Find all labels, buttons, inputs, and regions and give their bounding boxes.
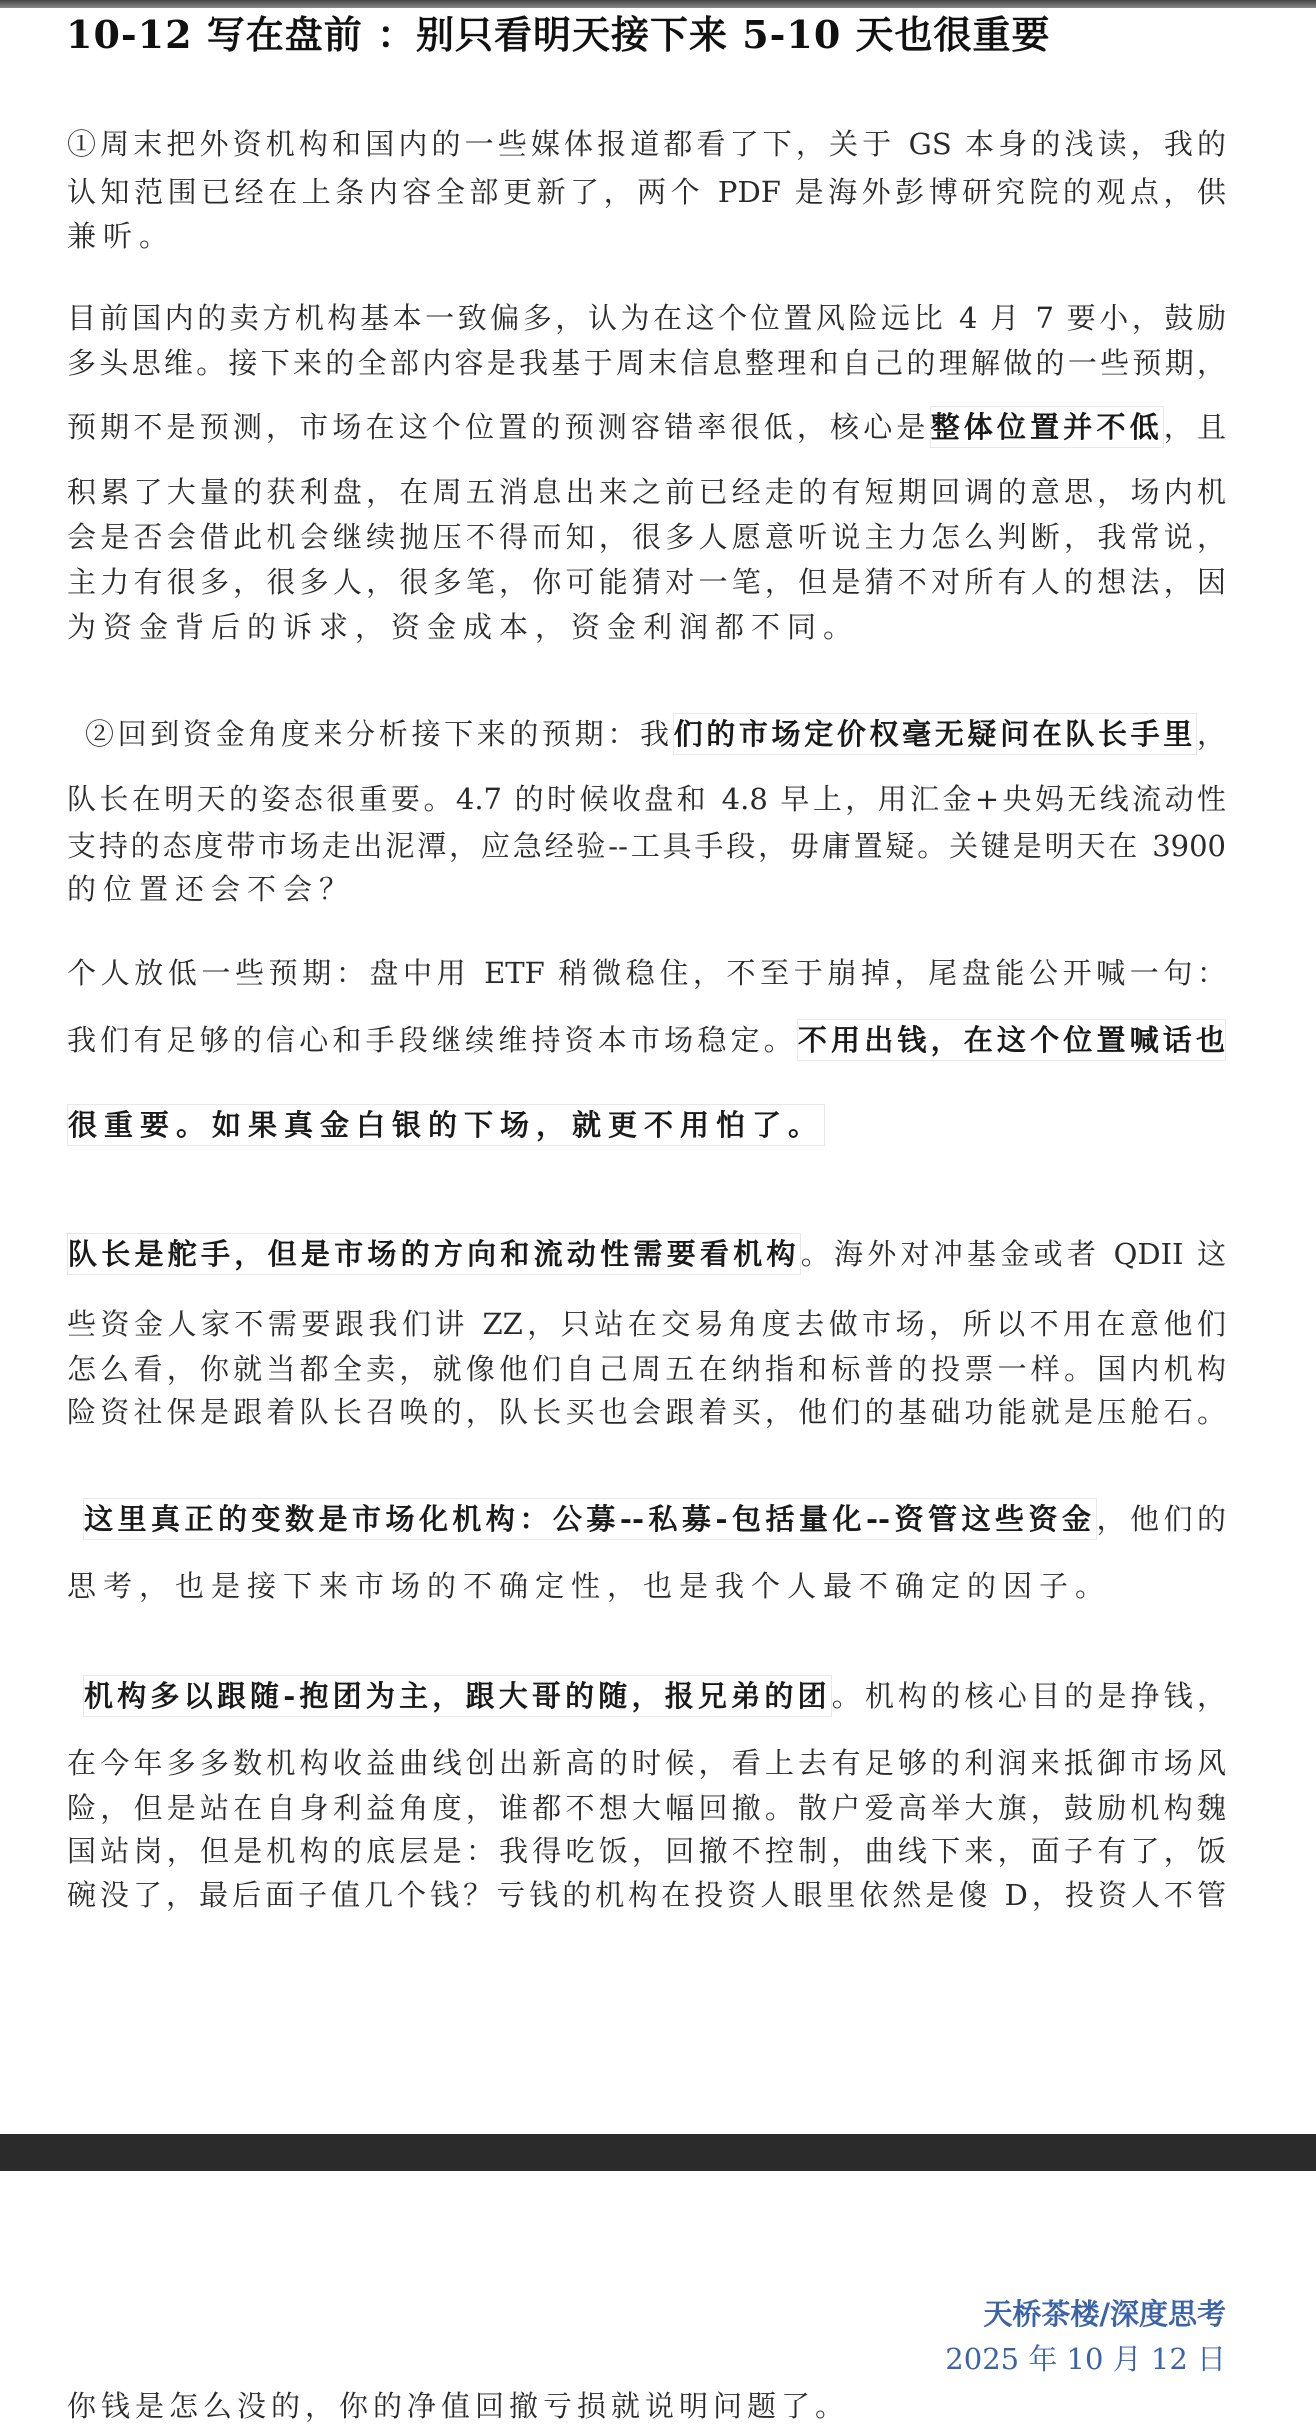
text-segment: 些资金人家不需要跟我们讲 ZZ，只站在交易角度去做市场，所以不用在意他们 [67, 1307, 1226, 1341]
article-title: 10-12 写在盘前 ：别只看明天接下来 5-10 天也很重要 [66, 12, 1051, 57]
text-segment: 队长在明天的姿态很重要。4.7 的时候收盘和 4.8 早上，用汇金+央妈无线流动性 [67, 782, 1226, 816]
text-line [67, 1787, 1226, 1829]
text-segment: ， [1196, 717, 1226, 751]
text-line [67, 471, 1226, 513]
text-line [83, 1675, 1226, 1717]
text-segment: 个人放低一些预期：盘中用 ETF 稍微稳住，不至于崩掉，尾盘能公开喊一句： [67, 956, 1226, 990]
text-line [67, 825, 1226, 867]
highlighted-text: 队长是舵手，但是市场的方向和流动性需要看机构 [67, 1233, 801, 1275]
text-line [85, 713, 1226, 755]
divider-band [0, 2134, 1316, 2171]
highlighted-text: 不用出钱，在这个位置喊话也 [797, 1019, 1226, 1061]
text-line [67, 1019, 1226, 1061]
text-segment: 支持的态度带市场走出泥潭，应急经验--工具手段，毋庸置疑。关键是明天在 3900 [67, 829, 1226, 863]
text-segment: 国站岗，但是机构的底层是：我得吃饭，回撤不控制，曲线下来，面子有了，饭 [67, 1834, 1226, 1868]
text-segment: 为资金背后的诉求，资金成本，资金利润都不同。 [67, 610, 860, 644]
text-line [67, 1104, 1226, 1146]
text-segment: 怎么看，你就当都全卖，就像他们自己周五在纳指和标普的投票一样。国内机构 [67, 1352, 1226, 1386]
text-segment: 多头思维。接下来的全部内容是我基于周末信息整理和自己的理解做的一些预期， [67, 346, 1226, 380]
text-segment: 会是否会借此机会继续抛压不得而知，很多人愿意听说主力怎么判断，我常说， [67, 520, 1226, 554]
text-line [67, 1348, 1226, 1390]
text-segment: 预期不是预测，市场在这个位置的预测容错率很低，核心是 [67, 410, 930, 444]
signature-date: 2025 年 10 月 12 日 [945, 2342, 1226, 2376]
text-line [67, 1565, 1226, 1607]
text-segment: ②回到资金角度来分析接下来的预期：我 [85, 717, 673, 751]
text-segment: 我们有足够的信心和手段继续维持资本市场稳定。 [67, 1023, 797, 1057]
closing-line: 你钱是怎么没的，你的净值回撤亏损就说明问题了。 [67, 2389, 850, 2423]
highlighted-text: 很重要。如果真金白银的下场，就更不用怕了。 [67, 1104, 825, 1146]
text-line [67, 561, 1226, 603]
text-line [67, 215, 1226, 257]
text-line [67, 1830, 1226, 1872]
text-line [67, 297, 1226, 339]
text-segment: 主力有很多，很多人，很多笔，你可能猜对一笔，但是猜不对所有人的想法，因 [67, 565, 1226, 599]
text-segment: 的位置还会不会？ [67, 872, 356, 906]
text-line [67, 1233, 1226, 1275]
text-line [67, 1303, 1226, 1345]
text-segment: 险，但是站在自身利益角度，谁都不想大幅回撤。散户爱高举大旗，鼓励机构魏 [67, 1791, 1226, 1825]
text-segment: 险资社保是跟着队长召唤的，队长买也会跟着买，他们的基础功能就是压舱石。 [67, 1395, 1226, 1429]
text-segment: 碗没了，最后面子值几个钱？亏钱的机构在投资人眼里依然是傻 D，投资人不管 [67, 1878, 1226, 1912]
text-segment: 认知范围已经在上条内容全部更新了，两个 PDF 是海外彭博研究院的观点，供 [67, 175, 1226, 209]
text-line [67, 516, 1226, 558]
highlighted-text: 整体位置并不低 [930, 406, 1164, 448]
signature-author: 天桥茶楼/深度思考 [983, 2297, 1226, 2331]
text-segment: 。海外对冲基金或者 QDII 这 [800, 1237, 1226, 1271]
text-segment: ，且 [1163, 410, 1226, 444]
text-line [67, 778, 1226, 820]
text-line [67, 171, 1226, 213]
text-segment: 在今年多多数机构收益曲线创出新高的时候，看上去有足够的利润来抵御市场风 [67, 1746, 1226, 1780]
text-segment: 目前国内的卖方机构基本一致偏多，认为在这个位置风险远比 4 月 7 要小，鼓励 [67, 301, 1226, 335]
text-line [83, 1498, 1226, 1540]
text-line [67, 342, 1226, 384]
text-line [67, 123, 1226, 165]
text-line [67, 1742, 1226, 1784]
highlighted-text: 这里真正的变数是市场化机构：公募--私募-包括量化--资管这些资金 [83, 1498, 1097, 1540]
text-segment: 积累了大量的获利盘，在周五消息出来之前已经走的有短期回调的意思，场内机 [67, 475, 1226, 509]
top-edge-bar [0, 0, 1316, 8]
text-line [67, 606, 1226, 648]
text-line [67, 952, 1226, 994]
text-line [67, 1874, 1226, 1916]
text-line [67, 868, 1226, 910]
text-segment: 兼听。 [67, 219, 176, 253]
highlighted-text: 机构多以跟随-抱团为主，跟大哥的随，报兄弟的团 [83, 1675, 832, 1717]
text-segment: 。机构的核心目的是挣钱， [831, 1679, 1226, 1713]
text-segment: ，他们的 [1096, 1502, 1226, 1536]
text-line [67, 406, 1226, 448]
text-segment: ①周末把外资机构和国内的一些媒体报道都看了下，关于 GS 本身的浅读，我的 [67, 127, 1226, 161]
text-segment: 思考，也是接下来市场的不确定性，也是我个人最不确定的因子。 [67, 1569, 1112, 1603]
highlighted-text: 们的市场定价权毫无疑问在队长手里 [673, 713, 1197, 755]
text-line [67, 1391, 1226, 1433]
